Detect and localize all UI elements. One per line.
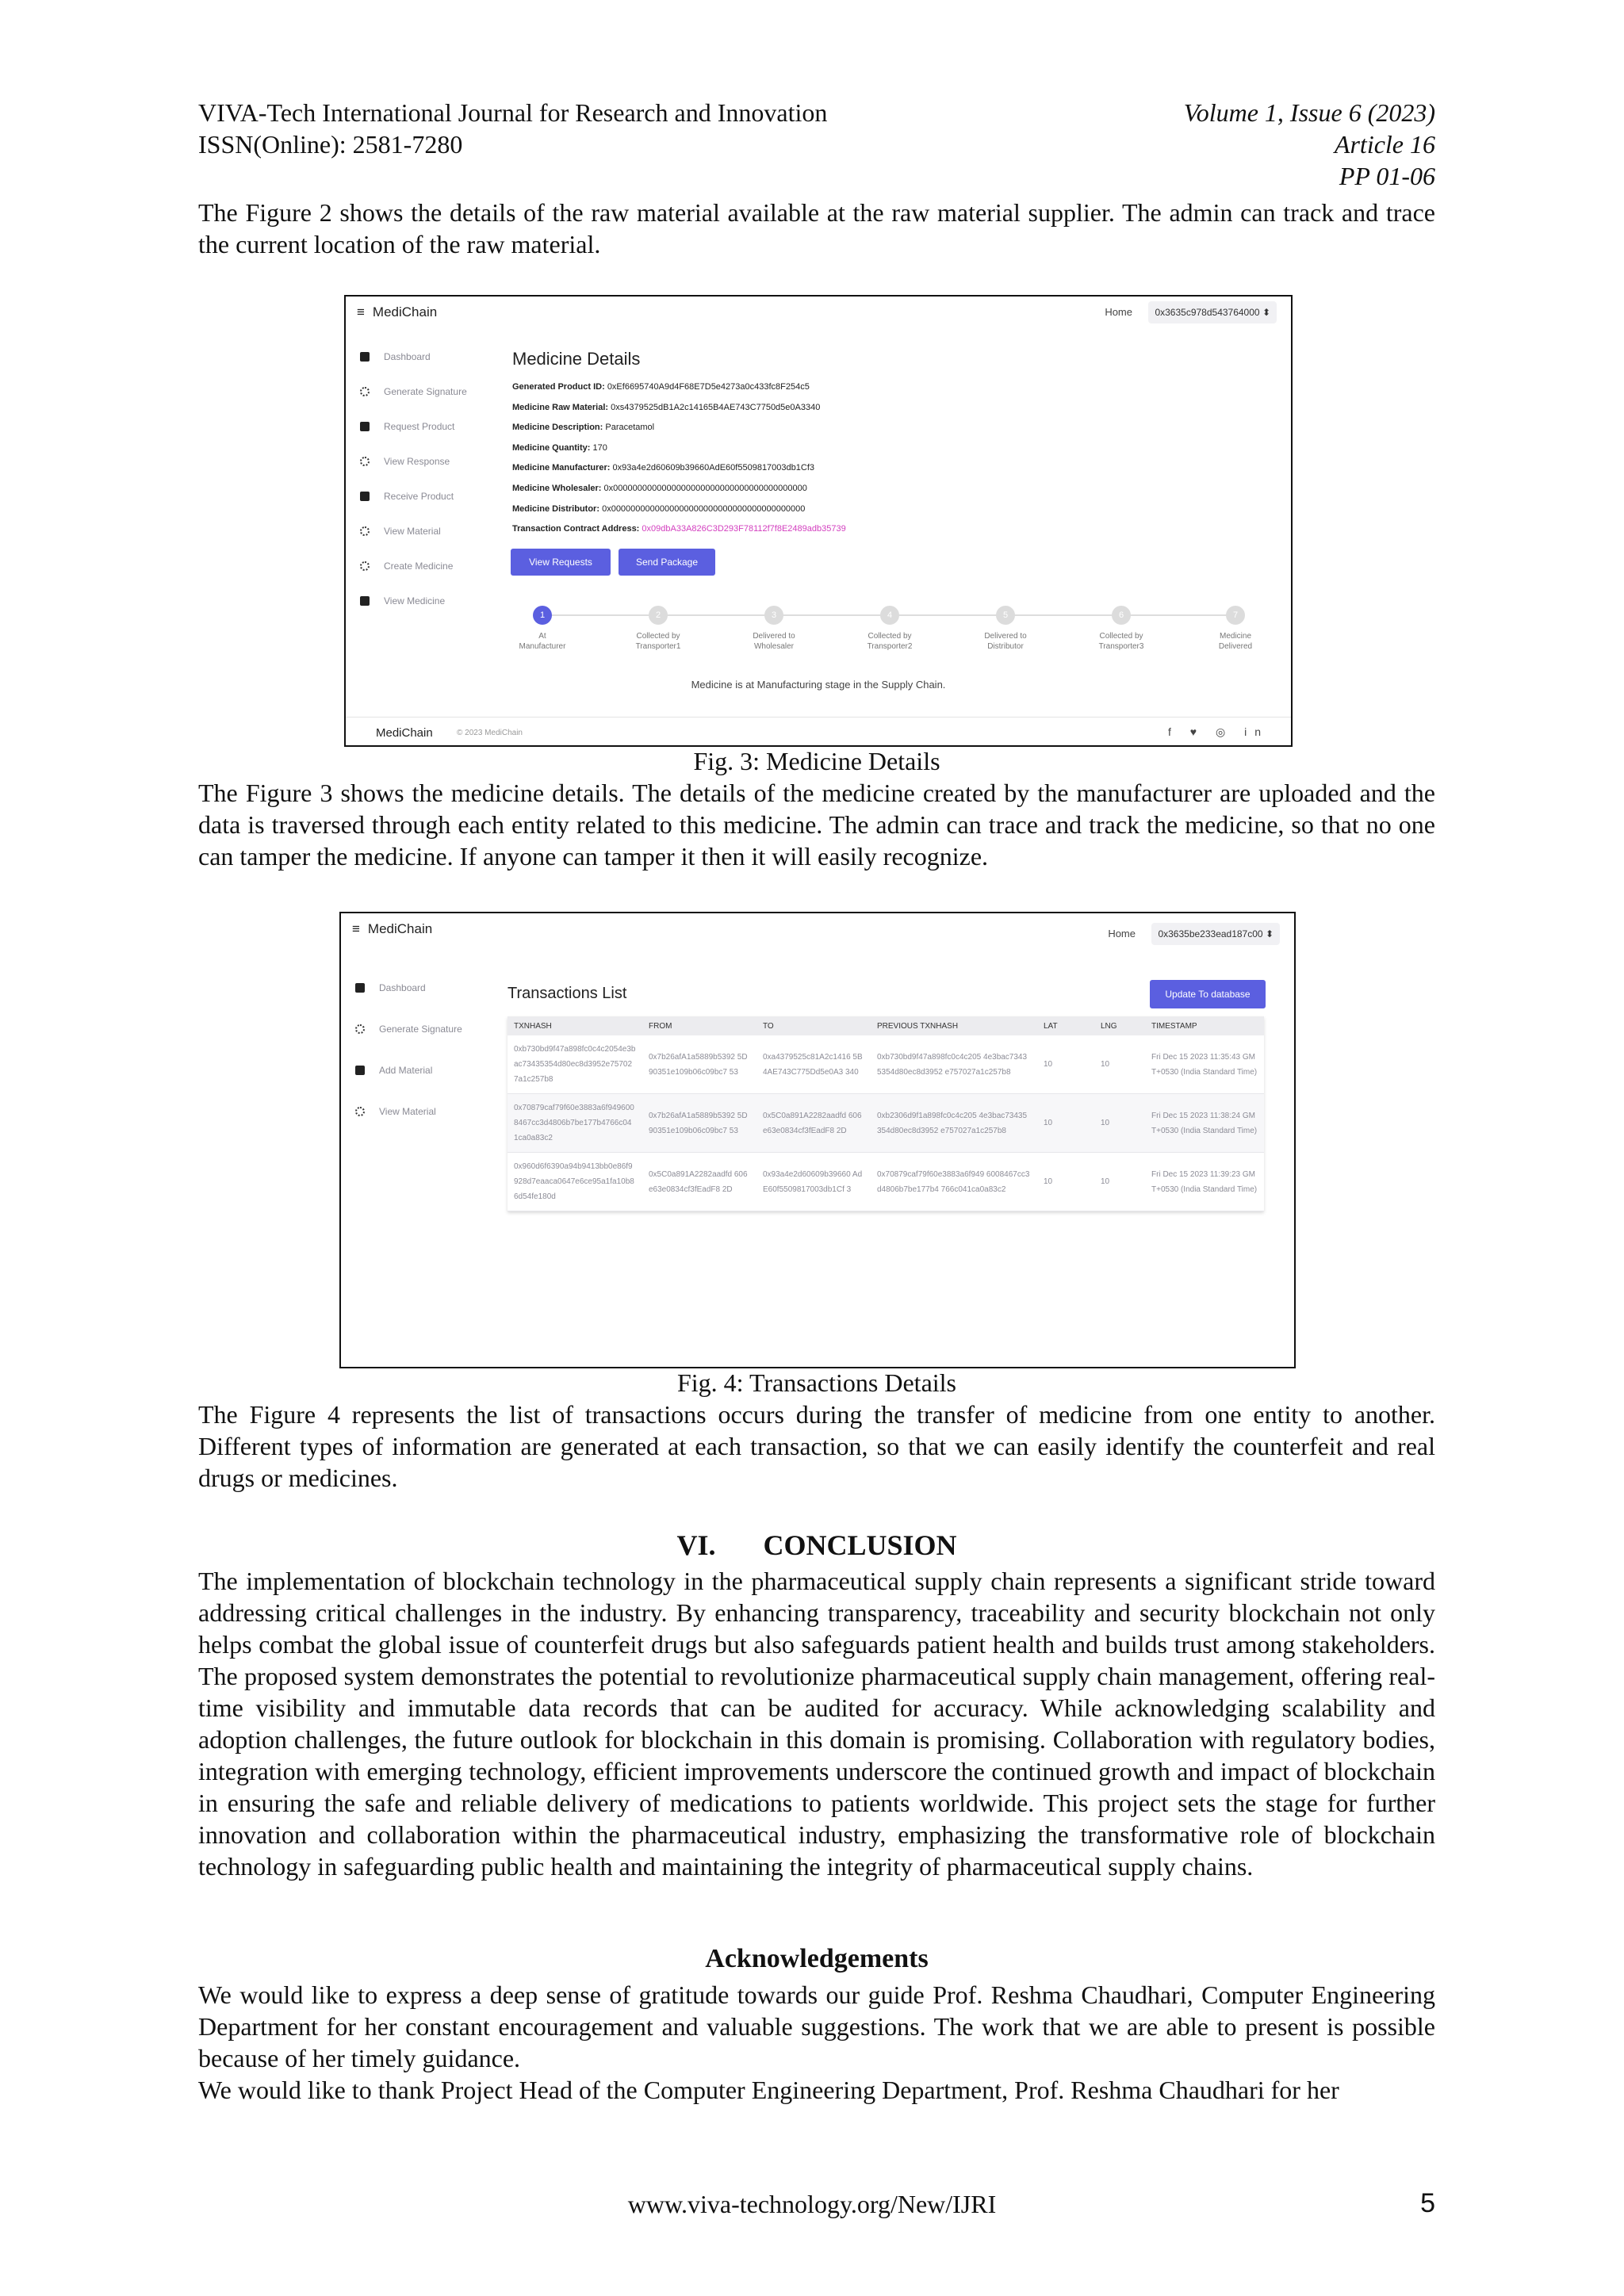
issn: ISSN(Online): 2581-7280 — [198, 130, 463, 159]
sidebar-item-view-medicine[interactable]: View Medicine — [360, 584, 467, 618]
chevron-down-icon: ⬍ — [1262, 307, 1270, 318]
figure-transactions-list — [339, 912, 1296, 1368]
sidebar-item-create-medicine[interactable]: Create Medicine — [360, 549, 467, 584]
detail-distributor: Medicine Distributor: 0x0000000000000000000000000000000000000000 — [512, 503, 806, 514]
step-2: 2 — [649, 606, 668, 625]
cell: 0x5C0a891A2282aadfd 606e63e0834cf3fEadF8 2D — [642, 1153, 756, 1211]
app-bar — [346, 297, 1291, 331]
detail-contract-address: Transaction Contract Address: 0x09dbA33A826C3D293F78112f7f8E2489adb35739 — [512, 524, 846, 534]
figure-3-paragraph: The Figure 3 shows the medicine details. The details of the medicine created by the manufacturer are uploaded and the data is traversed through each entity related to this medicine. The admin can trace and track the medicine, so that no one can tamper the medicine. If anyone can tamper it then it will easily recognize. — [198, 779, 1435, 871]
step-3: 3 — [764, 606, 783, 625]
col-previous-txnhash: PREVIOUS TXNHASH — [871, 1016, 1037, 1035]
dashboard-icon — [355, 983, 365, 993]
dashboard-icon — [360, 352, 370, 362]
col-to: TO — [756, 1016, 871, 1035]
cell: Fri Dec 15 2023 11:39:23 GMT+0530 (India Standard Time) — [1145, 1153, 1264, 1211]
cell: 0xb730bd9f47a898fc0c4c205 4e3bac73435354d80ec8d3952 e757027a1c257b8 — [871, 1035, 1037, 1094]
cell: 10 — [1037, 1094, 1094, 1153]
table-row — [508, 1094, 1264, 1153]
home-link[interactable]: Home — [1105, 306, 1132, 318]
material-icon — [355, 1107, 365, 1116]
menu-icon[interactable]: ≡ — [352, 921, 360, 936]
social-links[interactable]: f ♥ ◎ in — [1168, 725, 1269, 738]
menu-icon[interactable]: ≡ — [357, 304, 365, 320]
app-brand[interactable]: ≡ MediChain — [357, 304, 438, 320]
col-lat: LAT — [1037, 1016, 1094, 1035]
volume-info: Volume 1, Issue 6 (2023) — [1183, 98, 1435, 127]
step-5: 5 — [996, 606, 1015, 625]
step-label-6: Collected by Transporter3 — [1098, 632, 1144, 651]
cell: 10 — [1094, 1035, 1145, 1094]
transactions-table — [508, 1016, 1264, 1211]
page-range: PP 01-06 — [1339, 162, 1435, 190]
col-timestamp: TIMESTAMP — [1145, 1016, 1264, 1035]
sidebar-item-receive-product[interactable]: Receive Product — [360, 479, 467, 514]
page-title: Transactions List — [508, 985, 627, 1002]
cell: 10 — [1094, 1094, 1145, 1153]
sidebar-item-add-material[interactable]: Add Material — [355, 1050, 462, 1091]
sidebar-item-view-response[interactable]: View Response — [360, 444, 467, 479]
col-txnhash: TXNHASH — [508, 1016, 642, 1035]
sidebar-item-dashboard[interactable]: Dashboard — [360, 339, 467, 374]
footer-url[interactable]: www.viva-technology.org/New/IJRI — [627, 2190, 997, 2218]
step-label-1: At Manufacturer — [519, 632, 566, 651]
figure-4-caption: Fig. 4: Transactions Details — [676, 1368, 956, 1397]
sidebar-item-view-material[interactable]: View Material — [355, 1091, 462, 1132]
update-database-button[interactable]: Update To database — [1150, 980, 1266, 1008]
journal-name: VIVA-Tech International Journal for Research and Innovation — [198, 98, 828, 127]
step-4: 4 — [880, 606, 899, 625]
home-link[interactable]: Home — [1108, 928, 1136, 939]
sidebar-item-view-material[interactable]: View Material — [360, 514, 467, 549]
step-1: 1 — [533, 606, 552, 625]
app-bar — [341, 913, 1294, 948]
create-icon — [360, 561, 370, 571]
chevron-down-icon: ⬍ — [1265, 928, 1274, 939]
article-number: Article 16 — [1334, 130, 1435, 159]
cell: 0x70879caf79f60e3883a6f9496008467cc3d4806b7be177b4766c041ca0a83c2 — [508, 1094, 642, 1153]
cell: 0xa4379525c81A2c1416 5B4AE743C775Dd5e0A3 340 — [756, 1035, 871, 1094]
page-title: Medicine Details — [512, 349, 641, 369]
detail-raw-material: Medicine Raw Material: 0xs4379525dB1A2c14165B4AE743C7750d5e0A3340 — [512, 402, 821, 412]
material-icon — [360, 526, 370, 536]
receive-icon — [360, 492, 370, 501]
cell: 10 — [1094, 1153, 1145, 1211]
table-row — [508, 1153, 1264, 1211]
figure-4-paragraph: The Figure 4 represents the list of transactions occurs during the transfer of medicine from one entity to another. Different types of information are generated at each transaction, so that we can easily identify the counterfeit and real drugs or medicines. — [198, 1400, 1435, 1492]
col-lng: LNG — [1094, 1016, 1145, 1035]
section-heading-acknowledgements: Acknowledgements — [705, 1944, 929, 1973]
sidebar-item-dashboard[interactable]: Dashboard — [355, 967, 462, 1008]
sidebar-item-generate-signature[interactable]: Generate Signature — [355, 1008, 462, 1050]
conclusion-paragraph: The implementation of blockchain technology in the pharmaceutical supply chain represents a significant stride toward addressing critical challenges in the industry. By enhancing transparency, traceability and security blockchain not only helps combat the global issue of counterfeit drugs but also safeguards patient health and builds trust among stakeholders. The proposed system demonstrates the potential to revolutionize pharmaceutical supply chain management, offering real-time visibility and immutable data records that can be audited for accuracy. While acknowledging scalability and adoption challenges, the future outlook for blockchain in this domain is promising. Collaboration with regulatory bodies, integration with emerging technology, efficient improvements underscore the continued growth and impact of blockchain in ensuring the safe and reliable delivery of medications to patients worldwide. This project sets the stage for further innovation and collaboration within the pharmaceutical industry, emphasizing the transformative role of blockchain technology in safeguarding public health and maintaining the integrity of pharmaceutical supply chains. — [198, 1567, 1435, 1881]
sidebar — [360, 339, 467, 618]
cell: 0x5C0a891A2282aadfd 606e63e0834cf3fEadF8 2D — [756, 1094, 871, 1153]
medicine-icon — [360, 596, 370, 606]
section-heading-conclusion: VI. CONCLUSION — [676, 1529, 957, 1561]
table-header-row — [508, 1016, 1264, 1035]
view-requests-button[interactable]: View Requests — [511, 549, 611, 576]
add-material-icon — [355, 1066, 365, 1075]
detail-description: Medicine Description: Paracetamol — [512, 423, 655, 433]
account-address[interactable]: 0x3635be233ead187c00 ⬍ — [1151, 923, 1280, 945]
detail-manufacturer: Medicine Manufacturer: 0x93a4e2d60609b39660AdE60f5509817003db1Cf3 — [512, 463, 814, 473]
cell: 10 — [1037, 1153, 1094, 1211]
page-number: 5 — [1420, 2188, 1435, 2218]
acknowledgements-paragraph-1: We would like to express a deep sense of gratitude towards our guide Prof. Reshma Chaudhari, Computer Engineering Department for her constant encouragement and valuable suggestions. The work that we are able to present is possible because of her timely guidance. — [198, 1980, 1435, 2072]
cell: 0x93a4e2d60609b39660 AdE60f5509817003db1Cf 3 — [756, 1153, 871, 1211]
app-brand[interactable]: ≡ MediChain — [352, 921, 433, 936]
cell: 10 — [1037, 1035, 1094, 1094]
step-7: 7 — [1226, 606, 1245, 625]
sidebar-item-request-product[interactable]: Request Product — [360, 409, 467, 444]
step-label-7: Medicine Delivered — [1218, 632, 1253, 651]
intro-paragraph: The Figure 2 shows the details of the raw material available at the raw material supplier. The admin can track and trace the current location of the raw material. — [198, 198, 1435, 258]
signature-icon — [355, 1024, 365, 1034]
sidebar — [355, 967, 462, 1132]
stage-message: Medicine is at Manufacturing stage in the Supply Chain. — [691, 679, 946, 691]
sidebar-item-generate-signature[interactable]: Generate Signature — [360, 374, 467, 409]
col-from: FROM — [642, 1016, 756, 1035]
signature-icon — [360, 387, 370, 396]
acknowledgements-paragraph-2: We would like to thank Project Head of the Computer Engineering Department, Prof. Reshma Chaudhari for her — [198, 2076, 1339, 2104]
detail-wholesaler: Medicine Wholesaler: 0x0000000000000000000000000000000000000000 — [512, 483, 807, 493]
account-address[interactable]: 0x3635c978d543764000 ⬍ — [1148, 301, 1277, 323]
footer-copyright: © 2023 MediChain — [457, 729, 523, 737]
request-icon — [360, 422, 370, 431]
send-package-button[interactable]: Send Package — [619, 549, 715, 576]
cell: Fri Dec 15 2023 11:35:43 GMT+0530 (India Standard Time) — [1145, 1035, 1264, 1094]
detail-product-id: Generated Product ID: 0xEf6695740A9d4F68E7D5e4273a0c433fc8F254c5 — [512, 382, 810, 392]
cell: Fri Dec 15 2023 11:38:24 GMT+0530 (India Standard Time) — [1145, 1094, 1264, 1153]
response-icon — [360, 457, 370, 466]
medicine-detail-list — [512, 382, 846, 545]
footer-divider — [346, 717, 1291, 718]
figure-medicine-details — [344, 295, 1293, 747]
cell: 0xb2306d9f1a898fc0c4c205 4e3bac73435354d80ec8d3952 e757027a1c257b8 — [871, 1094, 1037, 1153]
cell: 0x960d6f6390a94b9413bb0e86f9928d7eaaca0647e6ce95a1fa10b86d54fe180d — [508, 1153, 642, 1211]
step-label-5: Delivered to Distributor — [984, 632, 1027, 651]
step-label-4: Collected by Transporter2 — [867, 632, 913, 651]
detail-quantity: Medicine Quantity: 170 — [512, 442, 607, 453]
cell: 0x7b26afA1a5889b5392 5D90351e109b06c09bc7 53 — [642, 1035, 756, 1094]
figure-3-caption: Fig. 3: Medicine Details — [693, 747, 940, 775]
cell: 0xb730bd9f47a898fc0c4c2054e3bac73435354d80ec8d3952e757027a1c257b8 — [508, 1035, 642, 1094]
step-label-2: Collected by Transporter1 — [635, 632, 681, 651]
cell: 0x7b26afA1a5889b5392 5D90351e109b06c09bc7 53 — [642, 1094, 756, 1153]
step-label-3: Delivered to Wholesaler — [753, 632, 795, 651]
table-row — [508, 1035, 1264, 1094]
footer-brand: MediChain — [376, 726, 433, 740]
cell: 0x70879caf79f60e3883a6f949 6008467cc3d4806b7be177b4 766c041ca0a83c2 — [871, 1153, 1037, 1211]
step-6: 6 — [1112, 606, 1131, 625]
